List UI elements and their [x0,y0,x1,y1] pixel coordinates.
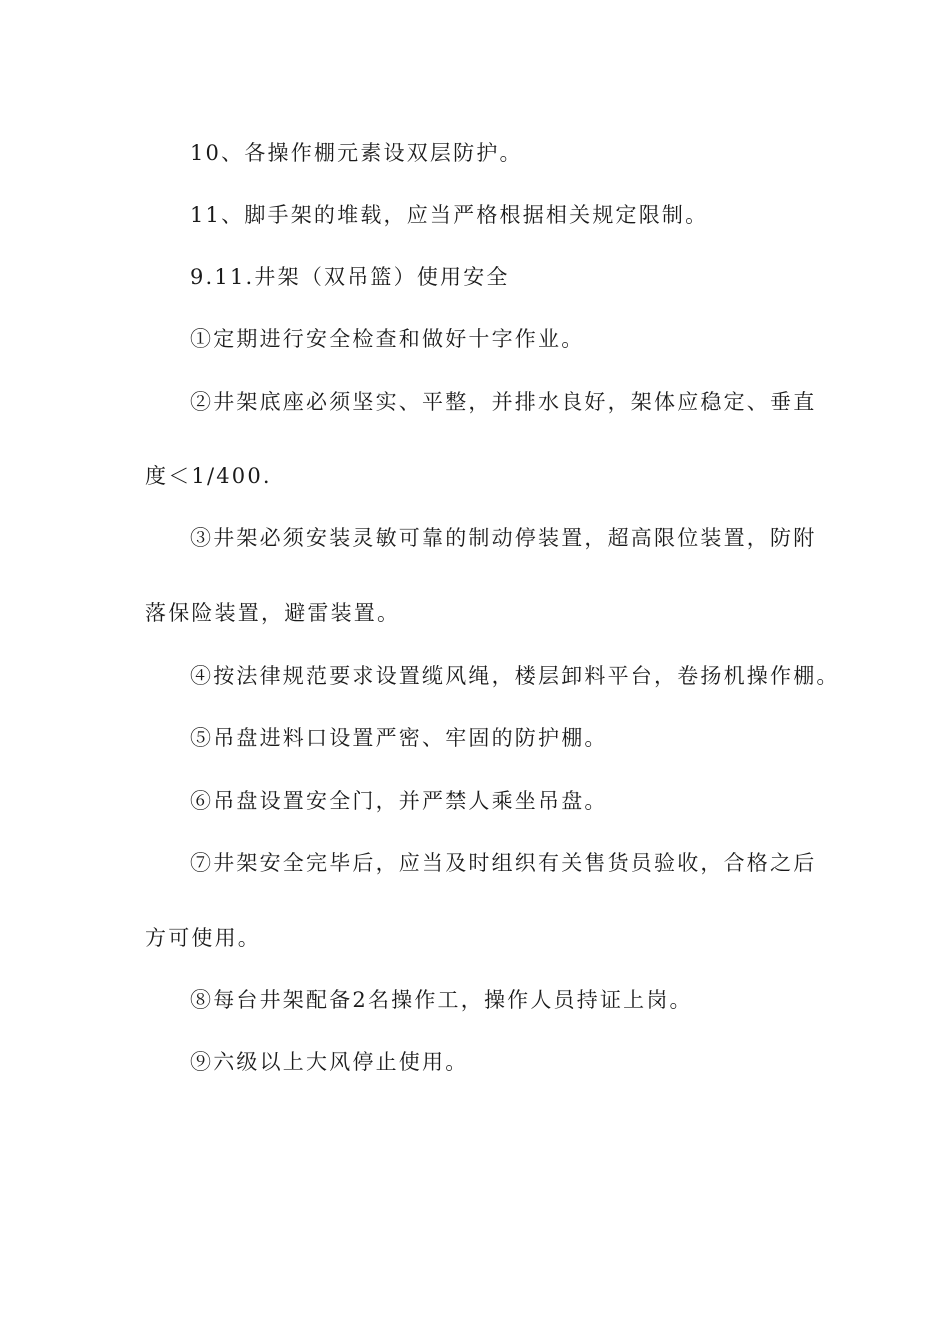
list-item-2: ②井架底座必须坚实、平整，并排水良好，架体应稳定、垂直 [190,390,817,414]
list-item-7-continuation: 方可使用。 [145,926,261,950]
list-item-2-continuation: 度＜1/400. [145,464,272,488]
list-item-4: ④按法律规范要求设置缆风绳，楼层卸料平台，卷扬机操作棚。 [190,664,840,688]
list-item-1: ①定期进行安全检查和做好十字作业。 [190,327,585,351]
list-item-7: ⑦井架安全完毕后，应当及时组织有关售货员验收，合格之后 [190,851,817,875]
list-item-6: ⑥吊盘设置安全门，并严禁人乘坐吊盘。 [190,789,608,813]
list-item-3-continuation: 落保险装置，避雷装置。 [145,601,401,625]
list-item-8: ⑧每台井架配备2名操作工，操作人员持证上岗。 [190,988,693,1012]
section-heading: 9.11.井架（双吊篮）使用安全 [190,265,510,289]
list-item-5: ⑤吊盘进料口设置严密、牢固的防护棚。 [190,726,608,750]
paragraph-item-11: 11、脚手架的堆载，应当严格根据相关规定限制。 [190,203,709,227]
paragraph-item-10: 10、各操作棚元素设双层防护。 [190,141,523,165]
list-item-3: ③井架必须安装灵敏可靠的制动停装置，超高限位装置，防附 [190,526,817,550]
list-item-9: ⑨六级以上大风停止使用。 [190,1050,469,1074]
